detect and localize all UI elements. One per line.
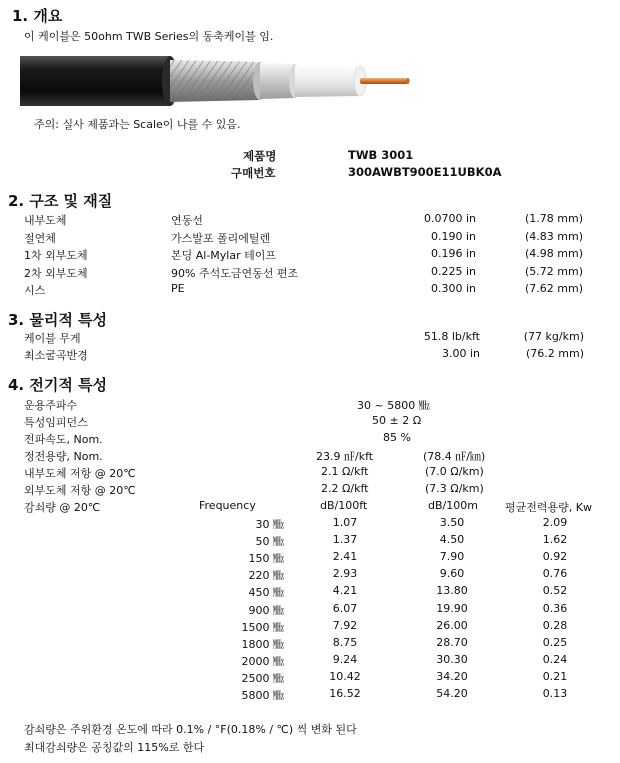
outer-resistance-metric: (7.3 Ω/km)	[425, 482, 484, 495]
physical-item-imperial: 3.00 in	[441, 347, 480, 360]
structure-item-inch: 0.190 in	[430, 229, 476, 243]
physical-item-imperial: 51.8 lb/kft	[423, 330, 480, 343]
structure-item-inch: 0.225 in	[430, 264, 476, 278]
outer-resistance-label: 외부도체 저항 @ 20℃	[24, 484, 136, 497]
attenuation-power: 2.09	[542, 516, 568, 529]
attenuation-db100m: 19.90	[436, 601, 468, 615]
attenuation-col-power: 평균전력용량, Kw	[505, 501, 592, 514]
structure-item-mm: (4.98 mm)	[524, 247, 583, 260]
attenuation-db100m: 30.30	[436, 652, 468, 666]
attenuation-db100ft: 16.52	[329, 687, 361, 700]
capacitance-imperial: 23.9 ㎋/kft	[316, 450, 374, 463]
structure-heading: 2. 구조 및 재질	[8, 192, 113, 210]
structure-item-material: 본딩 Al-Mylar 테이프	[171, 249, 276, 262]
physical-item-metric: (76.2 mm)	[525, 347, 584, 360]
structure-item-material: PE	[171, 282, 185, 295]
structure-item-material: 연동선	[171, 214, 203, 227]
inner-resistance-metric: (7.0 Ω/km)	[425, 465, 484, 478]
attenuation-power: 0.92	[542, 550, 568, 564]
attenuation-db100ft: 2.41	[332, 550, 358, 564]
attenuation-db100m: 7.90	[439, 550, 465, 564]
attenuation-frequency: 2000 ㎒	[241, 654, 284, 668]
attenuation-db100ft: 2.93	[332, 567, 358, 581]
frequency-range-label: 운용주파수	[24, 399, 78, 412]
inner-resistance-label: 내부도체 저항 @ 20℃	[24, 467, 136, 480]
attenuation-frequency: 150 ㎒	[248, 552, 284, 566]
inner-resistance-imperial: 2.1 Ω/kft	[321, 465, 369, 478]
note-temperature: 감쇠량은 주위환경 온도에 따라 0.1% / °F(0.18% / ℃) 씩 변화 된다	[24, 723, 357, 736]
structure-item-inch: 0.300 in	[430, 282, 476, 295]
impedance-label: 특성임피던스	[24, 416, 88, 429]
physical-item-metric: (77 kg/km)	[523, 330, 584, 343]
attenuation-power: 0.36	[542, 601, 568, 615]
velocity-label: 전파속도, Nom.	[24, 433, 103, 446]
attenuation-power: 0.21	[542, 669, 568, 683]
frequency-range-value: 30 ~ 5800 ㎒	[357, 399, 430, 412]
structure-item-name: 1차 외부도체	[24, 249, 88, 262]
attenuation-db100ft: 9.24	[332, 652, 358, 666]
attenuation-db100ft: 10.42	[329, 669, 361, 683]
attenuation-db100ft: 6.07	[332, 601, 358, 615]
attenuation-db100ft: 1.07	[332, 516, 358, 529]
attenuation-power: 0.25	[542, 635, 568, 649]
attenuation-frequency: 30 ㎒	[255, 518, 284, 531]
attenuation-db100m: 3.50	[439, 516, 465, 529]
physical-item-name: 최소굴곡반경	[24, 349, 88, 362]
physical-heading: 3. 물리적 특성	[8, 311, 108, 329]
attenuation-db100m: 9.60	[439, 567, 465, 581]
part-number-value: 300AWBT900E11UBK0A	[348, 165, 502, 179]
product-name-label: 제품명	[243, 149, 277, 163]
attenuation-db100m: 13.80	[436, 584, 468, 598]
attenuation-db100m: 28.70	[436, 635, 468, 649]
structure-item-name: 절연체	[24, 231, 56, 245]
attenuation-db100m: 4.50	[439, 533, 465, 547]
note-max-attenuation: 최대감쇠량은 공칭값의 115%로 한다	[24, 741, 205, 754]
overview-heading: 1. 개요	[12, 7, 63, 25]
structure-item-material: 90% 주석도금연동선 편조	[171, 266, 299, 280]
capacitance-label: 정전용량, Nom.	[24, 450, 103, 463]
attenuation-frequency: 50 ㎒	[255, 535, 284, 549]
attenuation-db100ft: 1.37	[332, 533, 358, 547]
structure-item-name: 내부도체	[24, 214, 67, 227]
impedance-value: 50 ± 2 Ω	[372, 414, 422, 427]
structure-item-mm: (5.72 mm)	[524, 264, 583, 278]
attenuation-col-db100ft: dB/100ft	[320, 499, 368, 512]
structure-item-material: 가스발포 폴리에틸렌	[171, 231, 271, 245]
attenuation-label: 감쇠량 @ 20℃	[24, 501, 101, 514]
attenuation-power: 0.13	[542, 687, 568, 700]
structure-item-mm: (4.83 mm)	[524, 229, 583, 243]
scale-note: 주의: 실사 제품과는 Scale이 나를 수 있음.	[34, 118, 241, 131]
attenuation-frequency: 450 ㎒	[248, 586, 284, 600]
attenuation-frequency: 2500 ㎒	[241, 671, 284, 685]
structure-item-mm: (7.62 mm)	[524, 282, 583, 295]
attenuation-db100m: 54.20	[436, 687, 468, 700]
structure-item-name: 2차 외부도체	[24, 266, 88, 280]
attenuation-db100ft: 8.75	[332, 635, 358, 649]
attenuation-frequency: 900 ㎒	[248, 603, 284, 617]
attenuation-power: 0.52	[542, 584, 568, 598]
attenuation-power: 1.62	[542, 533, 568, 547]
overview-description: 이 케이블은 50ohm TWB Series의 동축케이블 임.	[24, 30, 274, 43]
attenuation-col-frequency: Frequency	[199, 499, 256, 512]
part-number-label: 구매번호	[231, 166, 276, 180]
attenuation-db100ft: 4.21	[332, 584, 358, 598]
attenuation-db100m: 34.20	[436, 669, 468, 683]
attenuation-db100ft: 7.92	[332, 618, 358, 632]
structure-item-mm: (1.78 mm)	[524, 212, 583, 225]
attenuation-db100m: 26.00	[436, 618, 468, 632]
structure-item-name: 시스	[24, 284, 46, 297]
attenuation-frequency: 1500 ㎒	[241, 620, 284, 634]
velocity-value: 85 %	[383, 431, 411, 444]
attenuation-power: 0.76	[542, 567, 568, 581]
attenuation-frequency: 220 ㎒	[248, 569, 284, 583]
attenuation-frequency: 1800 ㎒	[241, 637, 284, 651]
attenuation-frequency: 5800 ㎒	[241, 689, 284, 702]
physical-item-name: 케이블 무게	[24, 332, 81, 345]
attenuation-power: 0.28	[542, 618, 568, 632]
attenuation-power: 0.24	[542, 652, 568, 666]
coaxial-cable-image	[20, 50, 415, 112]
outer-resistance-imperial: 2.2 Ω/kft	[321, 482, 369, 495]
structure-item-inch: 0.0700 in	[423, 212, 476, 225]
attenuation-col-db100m: dB/100m	[428, 499, 478, 512]
electrical-heading: 4. 전기적 특성	[8, 376, 108, 394]
capacitance-metric: (78.4 ㎋/㎞)	[423, 450, 486, 463]
structure-item-inch: 0.196 in	[430, 247, 476, 260]
product-name-value: TWB 3001	[348, 148, 414, 162]
